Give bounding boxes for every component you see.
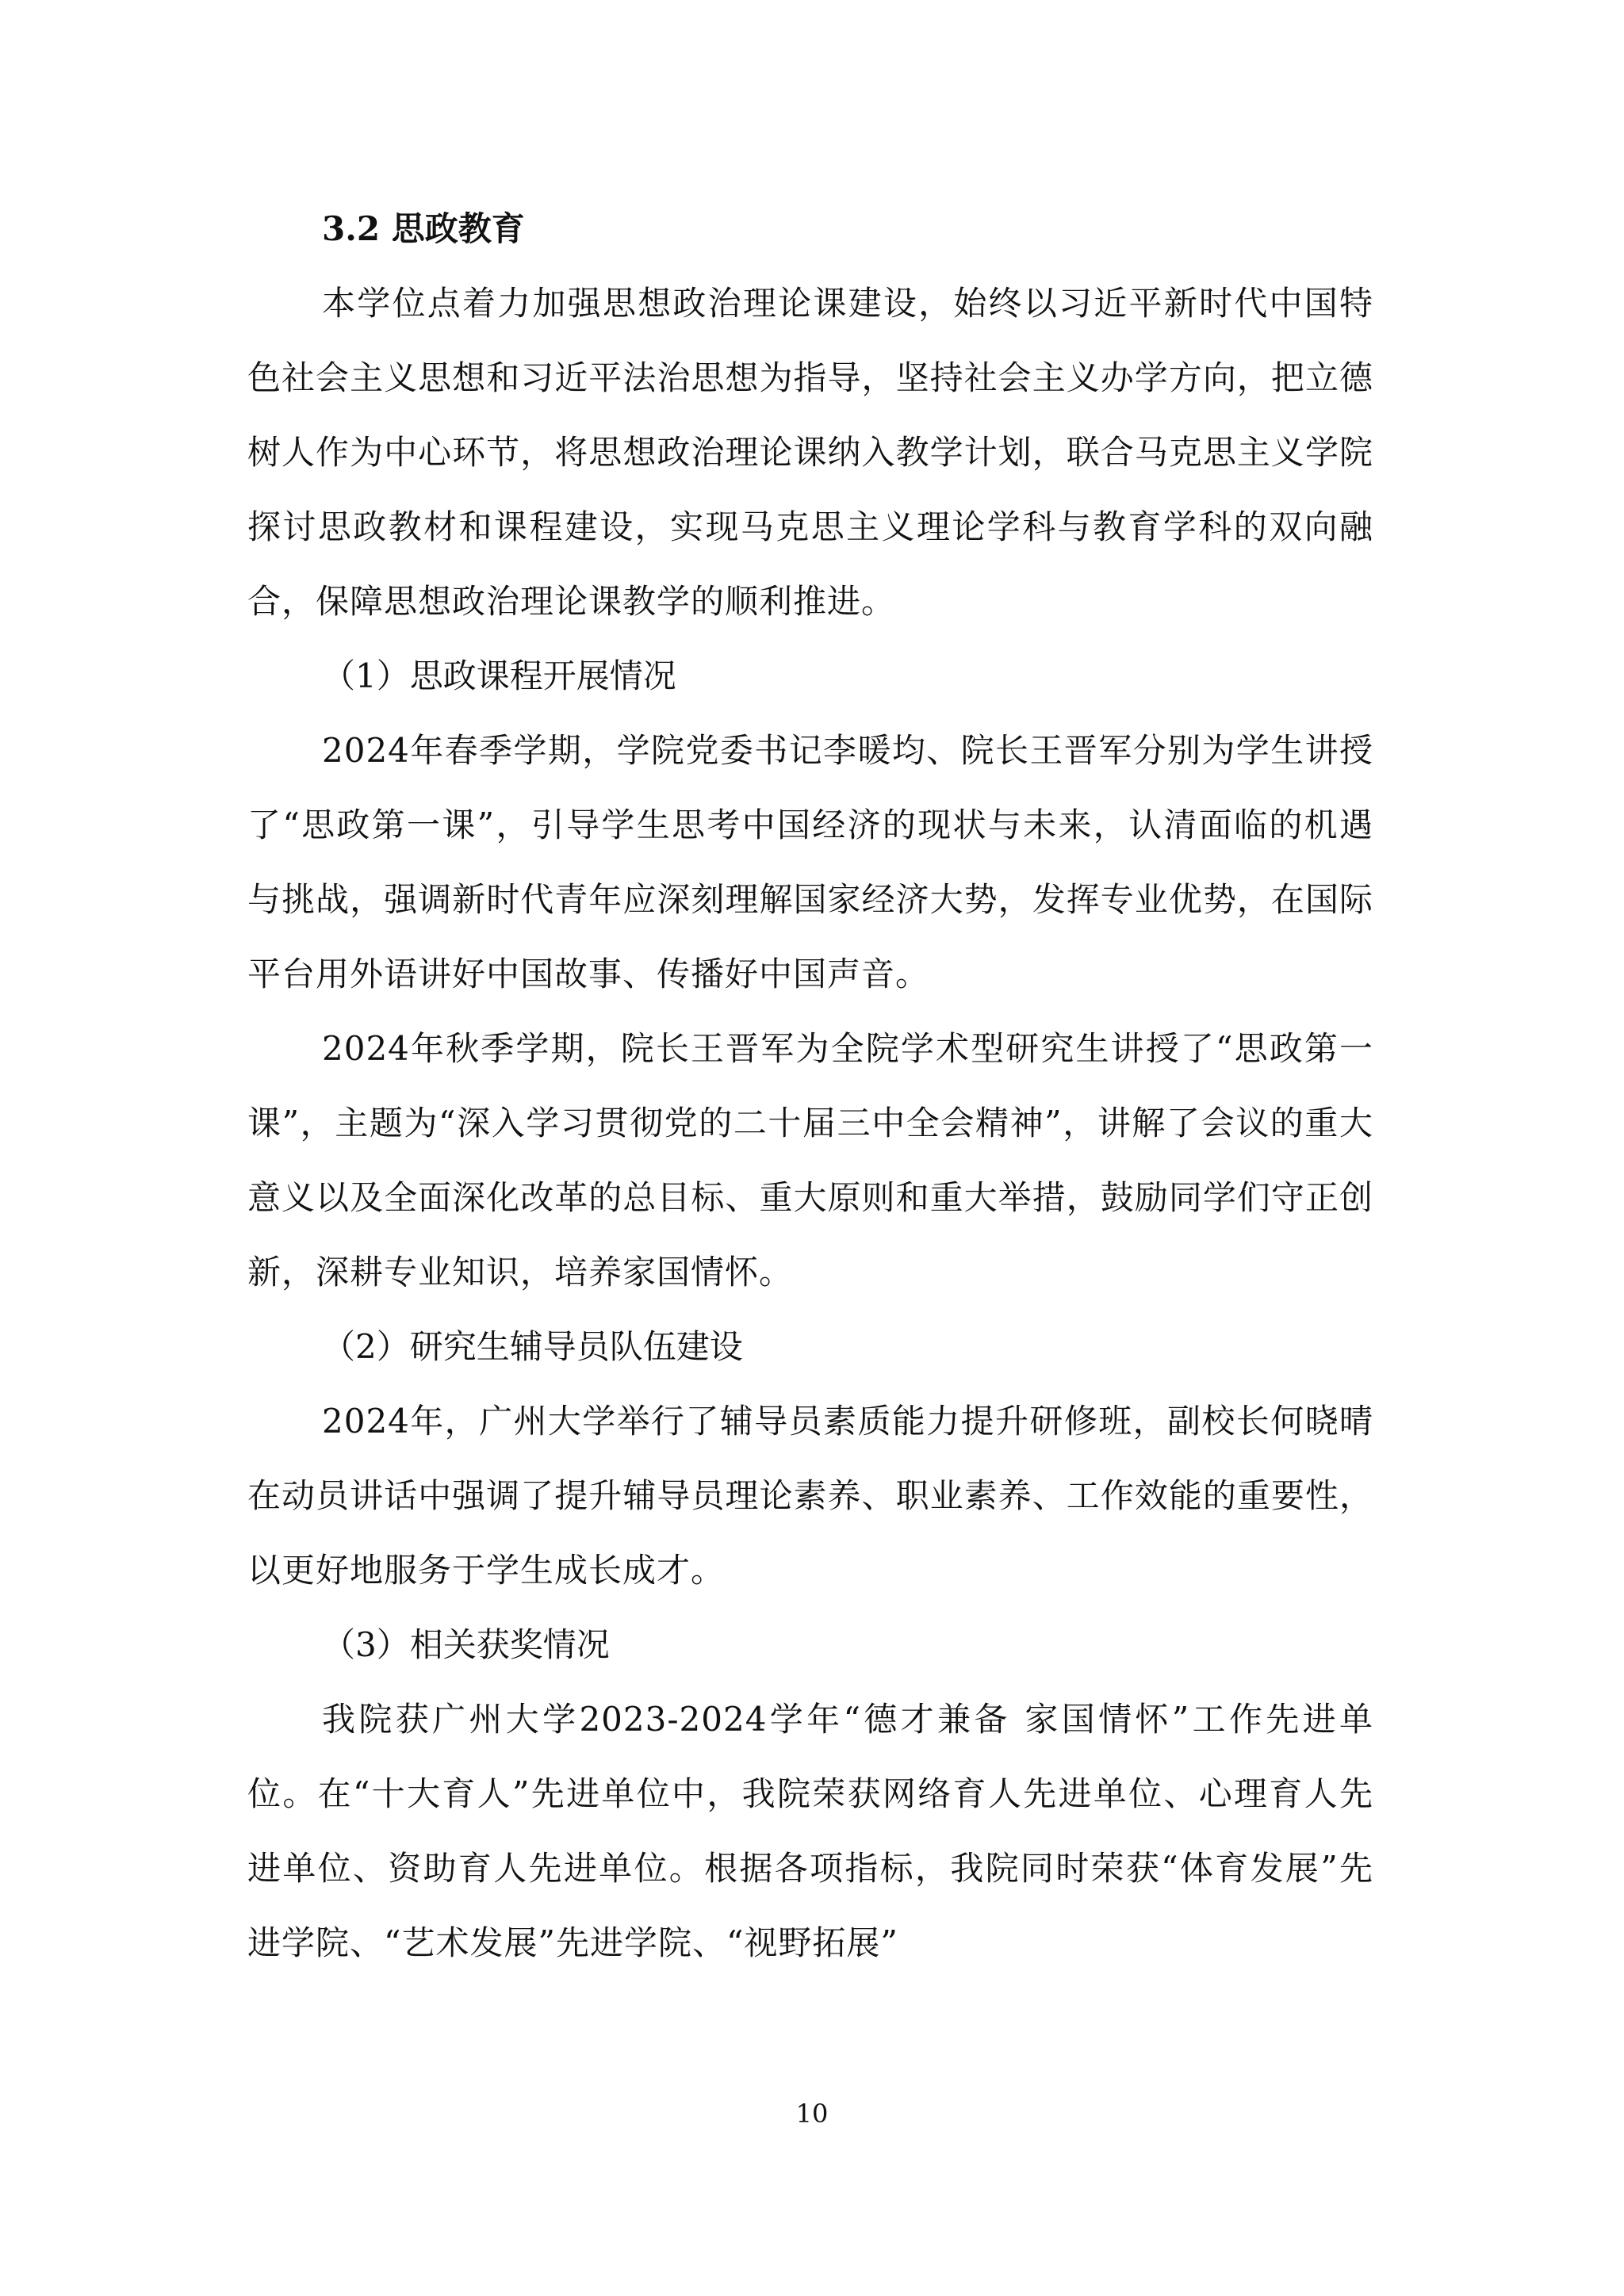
- subsection-2-paragraph: 2024年，广州大学举行了辅导员素质能力提升研修班，副校长何晓晴在动员讲话中强调了提升辅导员理论素养、职业素养、工作效能的重要性，以更好地服务于学生成长成才。: [247, 1402, 1373, 1590]
- subsection-heading-2: （2）研究生辅导员队伍建设: [322, 1327, 743, 1366]
- subsection-heading-3: （3）相关获奖情况: [322, 1625, 610, 1664]
- section-heading: 3.2 思政教育: [322, 209, 525, 248]
- subsection-1-paragraph-1: 2024年春季学期，学院党委书记李暖均、院长王晋军分别为学生讲授了“思政第一课”，引导学生思考中国经济的现状与未来，认清面临的机遇与挑战，强调新时代青年应深刻理解国家经济大势，发挥专业优势，在国际平台用外语讲好中国故事、传播好中国声音。: [247, 731, 1373, 993]
- page-body: [247, 192, 1373, 1980]
- intro-paragraph: 本学位点着力加强思想政治理论课建设，始终以习近平新时代中国特色社会主义思想和习近平法治思想为指导，坚持社会主义办学方向，把立德树人作为中心环节，将思想政治理论课纳入教学计划，联合马克思主义学院探讨思政教材和课程建设，实现马克思主义理论学科与教育学科的双向融合，保障思想政治理论课教学的顺利推进。: [247, 284, 1373, 621]
- page-number: 10: [795, 2099, 829, 2129]
- subsection-heading-1: （1）思政课程开展情况: [322, 656, 676, 695]
- subsection-1-paragraph-2: 2024年秋季学期，院长王晋军为全院学术型研究生讲授了“思政第一课”，主题为“深入学习贯彻党的二十届三中全会精神”，讲解了会议的重大意义以及全面深化改革的总目标、重大原则和重大举措，鼓励同学们守正创新，深耕专业知识，培养家国情怀。: [247, 1029, 1373, 1292]
- subsection-3-paragraph: 我院获广州大学2023-2024学年“德才兼备 家国情怀”工作先进单位。在“十大育人”先进单位中，我院荣获网络育人先进单位、心理育人先进单位、资助育人先进单位。根据各项指标，我院同时荣获“体育发展”先进学院、“艺术发展”先进学院、“视野拓展”: [247, 1700, 1373, 1962]
